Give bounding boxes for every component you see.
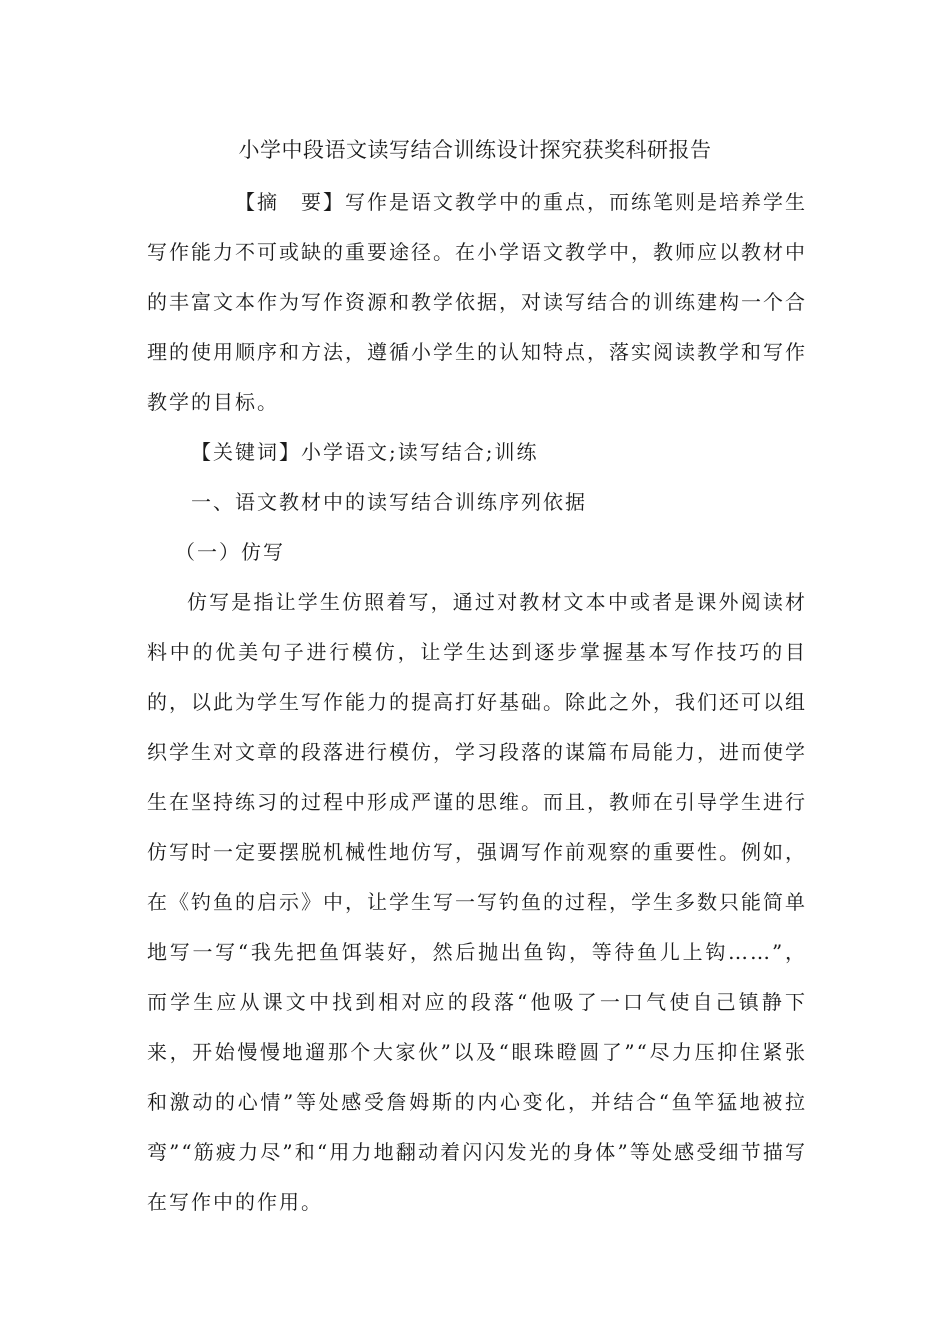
- document-title: 小学中段语文读写结合训练设计探究获奖科研报告: [238, 138, 712, 162]
- body-paragraph: 仿写是指让学生仿照着写，通过对教材文本中或者是课外阅读材料中的优美句子进行模仿，让学生达到逐步掌握基本写作技巧的目的，以此为学生写作能力的提高打好基础。除此之外，我们还可以组织学生对文章的段落进行模仿，学习段落的谋篇布局能力，进而使学生在坚持练习的过程中形成严谨的思维。而且，教师在引导学生进行仿写时一定要摆脱机械性地仿写，强调写作前观察的重要性。例如，在《钓鱼的启示》中，让学生写一写钓鱼的过程，学生多数只能简单地写一写“我先把鱼饵装好，然后抛出鱼钩，等待鱼儿上钩……”，而学生应从课文中找到相对应的段落“他吸了一口气使自己镇静下来，开始慢慢地遛那个大家伙”以及“眼珠瞪圆了”“尽力压抑住紧张和激动的心情”等处感受詹姆斯的内心变化，并结合“鱼竿猛地被拉弯”“筋疲力尽”和“用力地翻动着闪闪发光的身体”等处感受细节描写在写作中的作用。: [147, 590, 807, 1214]
- document-body: [147, 177, 807, 1227]
- abstract-paragraph: 【摘 要】写作是语文教学中的重点，而练笔则是培养学生写作能力不可或缺的重要途径。在小学语文教学中，教师应以教材中的丰富文本作为写作资源和教学依据，对读写结合的训练建构一个合理的使用顺序和方法，遵循小学生的认知特点，落实阅读教学和写作教学的目标。: [147, 190, 807, 414]
- section-heading: 一、语文教材中的读写结合训练序列依据: [191, 490, 587, 514]
- keywords-line: 【关键词】小学语文;读写结合;训练: [191, 440, 539, 464]
- subsection-heading: （一）仿写: [175, 540, 285, 564]
